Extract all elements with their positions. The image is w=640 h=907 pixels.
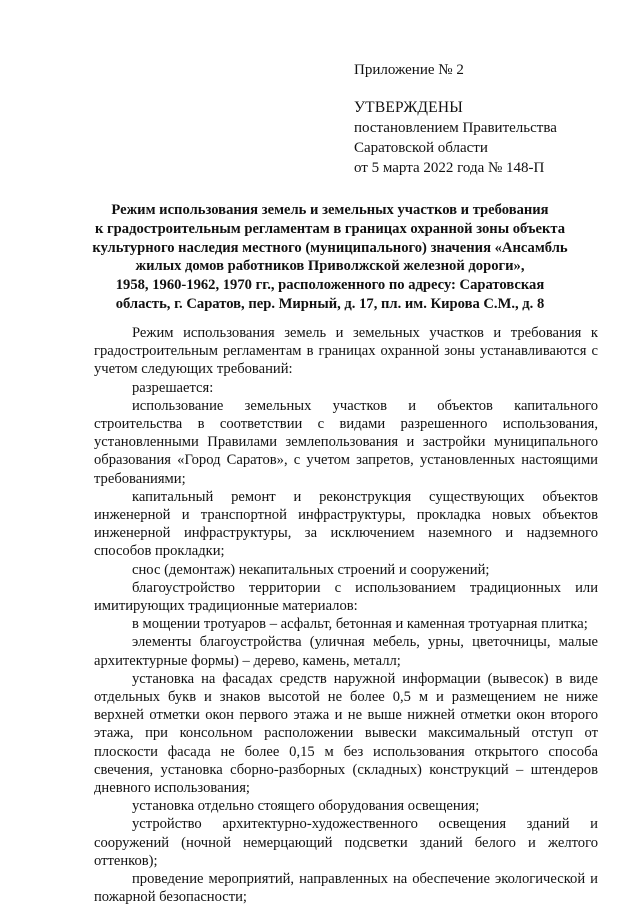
body-paragraph: элементы благоустройства (уличная мебель, урны, цветочницы, малые архитектурные формы) – дерево, камень, металл; xyxy=(94,634,598,669)
body-paragraph: установка отдельно стоящего оборудования освещения; xyxy=(132,798,480,815)
title-line: к градостроительным регламентам в границах охранной зоны объекта xyxy=(94,220,566,237)
appendix-number: Приложение № 2 xyxy=(354,62,464,78)
body-paragraph: благоустройство территории с использованием традиционных или имитирующих традиционные материалов: xyxy=(94,579,598,615)
body-paragraph: установка на фасадах средств наружной информации (вывесок) в виде отдельных букв и знаков высотой не более 0,5 м и размещением не ниже верхней отметки окон первого этажа и не выше нижней отметки окон второго этажа, при консольном расположении вывески максимальный отступ от плоскости фасада не более 0,15 м без использования открытого способа свечения, установка сборно-разборных (складных) конструкций – штендеров дневного использования; xyxy=(94,670,598,797)
document-body xyxy=(94,324,598,907)
body-paragraph: разрешается: xyxy=(132,379,214,396)
body-paragraph: в мощении тротуаров – асфальт, бетонная и каменная тротуарная плитка; xyxy=(132,616,588,633)
title-line: культурного наследия местного (муниципального) значения «Ансамбль xyxy=(92,239,568,256)
approval-block xyxy=(354,60,624,178)
document-title xyxy=(70,201,590,314)
body-paragraph: устройство архитектурно-художественного освещения зданий и сооружений (ночной немерцающий подсветки зданий белого и желтого оттенков); xyxy=(94,816,598,869)
body-paragraph: проведение мероприятий, направленных на обеспечение экологической и пожарной безопасности; xyxy=(94,871,598,906)
body-paragraph: снос (демонтаж) некапитальных строений и сооружений; xyxy=(132,561,490,578)
title-line: Режим использования земель и земельных участков и требования xyxy=(111,202,549,218)
title-line: жилых домов работников Приволжской железной дороги», xyxy=(135,258,525,275)
approval-line-3: от 5 марта 2022 года № 148-П xyxy=(354,160,545,176)
approval-line-1: постановлением Правительства xyxy=(354,120,557,136)
title-line: область, г. Саратов, пер. Мирный, д. 17, пл. им. Кирова С.М., д. 8 xyxy=(115,295,545,312)
body-paragraph: использование земельных участков и объектов капитального строительства в соответствии с видами разрешенного использования, установленными Правилами землепользования и застройки муниципального образования «Город Саратов», с учетом запретов, установленных настоящими требованиями; xyxy=(94,397,598,487)
approval-line-2: Саратовской области xyxy=(354,140,488,156)
body-paragraph: капитальный ремонт и реконструкция существующих объектов инженерной и транспортной инфраструктуры, прокладка новых объектов инженерной инфраструктуры, за исключением наземного и надземного способов прокладки; xyxy=(94,488,598,560)
title-line: 1958, 1960-1962, 1970 гг., расположенного по адресу: Саратовская xyxy=(115,277,545,294)
body-paragraph: Режим использования земель и земельных участков и требования к градостроительным регламентам в границах охранной зоны устанавливаются с учетом следующих требований: xyxy=(94,325,598,378)
approved-heading: УТВЕРЖДЕНЫ xyxy=(354,99,463,116)
